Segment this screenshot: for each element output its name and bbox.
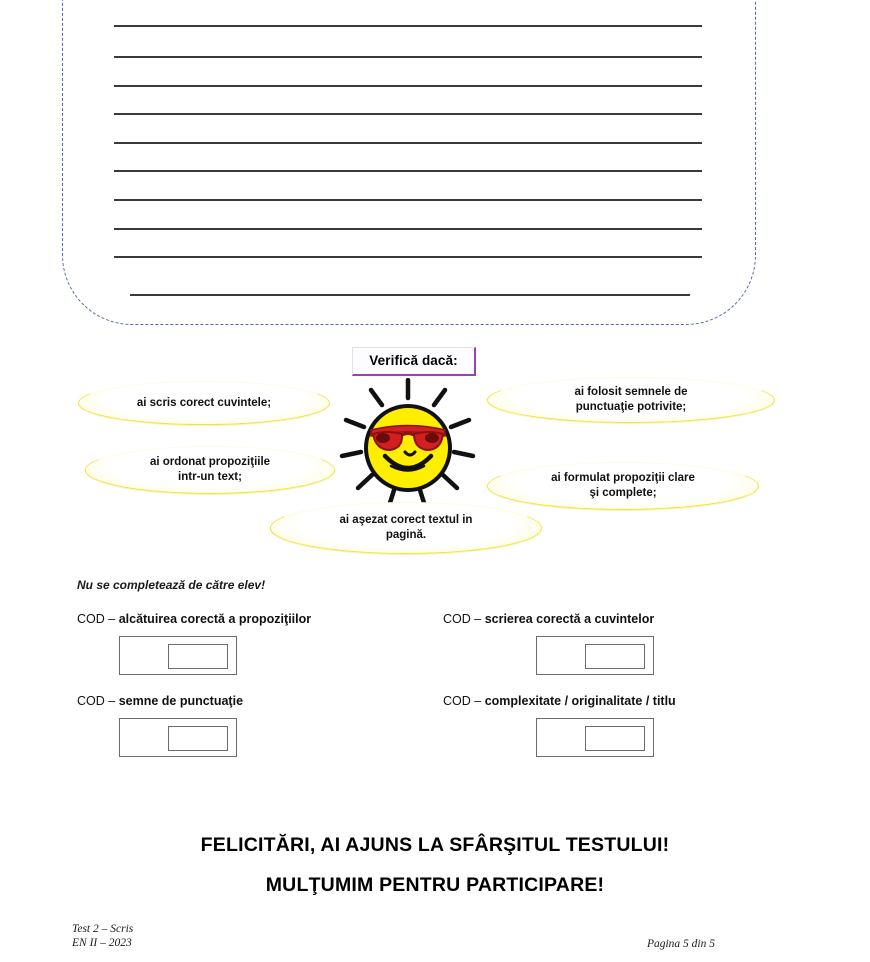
checklist-header-box: Verifică dacă: <box>352 347 476 376</box>
cod-label <box>443 694 676 708</box>
checklist-item-line: punctuaţie potrivite; <box>575 401 687 413</box>
cod-criterion-text: semne de punctuaţie <box>118 694 244 708</box>
cod-score-box-outer[interactable] <box>119 718 237 757</box>
writing-line <box>114 56 702 58</box>
checklist-item-line: intr-un text; <box>178 471 242 483</box>
teacher-only-note: Nu se completează de către elev! <box>77 578 266 592</box>
footer-test-info <box>72 922 133 951</box>
writing-line <box>114 25 702 27</box>
writing-line <box>114 85 702 87</box>
cod-group-complexitate-originalitate-titlu <box>443 694 676 757</box>
writing-line <box>114 170 702 172</box>
checklist-item-line: ai folosit semnele de <box>574 386 688 399</box>
cod-criterion-text: complexitate / originalitate / titlu <box>484 694 676 708</box>
checklist-item-line: ai aşezat corect textul in <box>339 514 473 527</box>
cod-group-alcatuirea-propozitiilor <box>77 612 311 675</box>
checklist-item-oval <box>487 462 759 510</box>
writing-line <box>114 113 702 115</box>
cod-label <box>77 694 243 708</box>
checklist-item-line: pagină. <box>385 529 427 541</box>
writing-line <box>114 256 702 258</box>
writing-line <box>114 228 702 230</box>
cod-group-scrierea-cuvintelor <box>443 612 654 675</box>
cod-prefix: COD – <box>443 612 485 626</box>
checklist-item-oval <box>487 377 775 423</box>
checklist-item-line: ai formulat propoziţii clare <box>551 472 695 485</box>
cod-label <box>77 612 311 626</box>
cod-prefix: COD – <box>77 694 119 708</box>
cod-group-semne-de-punctuatie <box>77 694 243 757</box>
writing-lines-group <box>62 0 756 310</box>
checklist-item-oval <box>85 446 335 494</box>
cod-score-box-outer[interactable] <box>119 636 237 675</box>
checklist-item-oval <box>270 502 542 554</box>
checklist-item-text <box>340 513 473 542</box>
sun-with-sunglasses-icon <box>333 378 483 514</box>
checklist-item-text <box>574 385 687 414</box>
cod-score-box-inner[interactable] <box>168 644 228 669</box>
checklist-item-text <box>551 471 695 500</box>
checklist-item-text: ai scris corect cuvintele; <box>136 396 272 409</box>
cod-criterion-text: alcătuirea corectă a propoziţiilor <box>118 612 312 626</box>
cod-prefix: COD – <box>77 612 119 626</box>
cod-score-box-outer[interactable] <box>536 636 654 675</box>
closing-thanks: MULŢUMIM PENTRU PARTICIPARE! <box>265 874 605 896</box>
cod-score-box-inner[interactable] <box>585 726 645 751</box>
writing-line <box>114 142 702 144</box>
checklist-item-line: şi complete; <box>589 487 657 499</box>
writing-line <box>130 294 690 296</box>
checklist-item-text <box>150 455 270 484</box>
footer-exam-year: EN II – 2023 <box>72 937 132 950</box>
cod-label <box>443 612 654 626</box>
cod-score-box-outer[interactable] <box>536 718 654 757</box>
checklist-item-oval <box>78 381 330 425</box>
footer-test-name: Test 2 – Scris <box>72 923 134 935</box>
writing-line <box>114 199 702 201</box>
closing-congratulations: FELICITĂRI, AI AJUNS LA SFÂRŞITUL TESTULUI! <box>200 834 670 856</box>
cod-score-box-inner[interactable] <box>585 644 645 669</box>
checklist-item-line: ai ordonat propoziţiile <box>149 456 271 469</box>
footer-page-number: Pagina 5 din 5 <box>646 938 715 950</box>
cod-prefix: COD – <box>443 694 485 708</box>
cod-criterion-text: scrierea corectă a cuvintelor <box>484 612 655 626</box>
cod-score-box-inner[interactable] <box>168 726 228 751</box>
